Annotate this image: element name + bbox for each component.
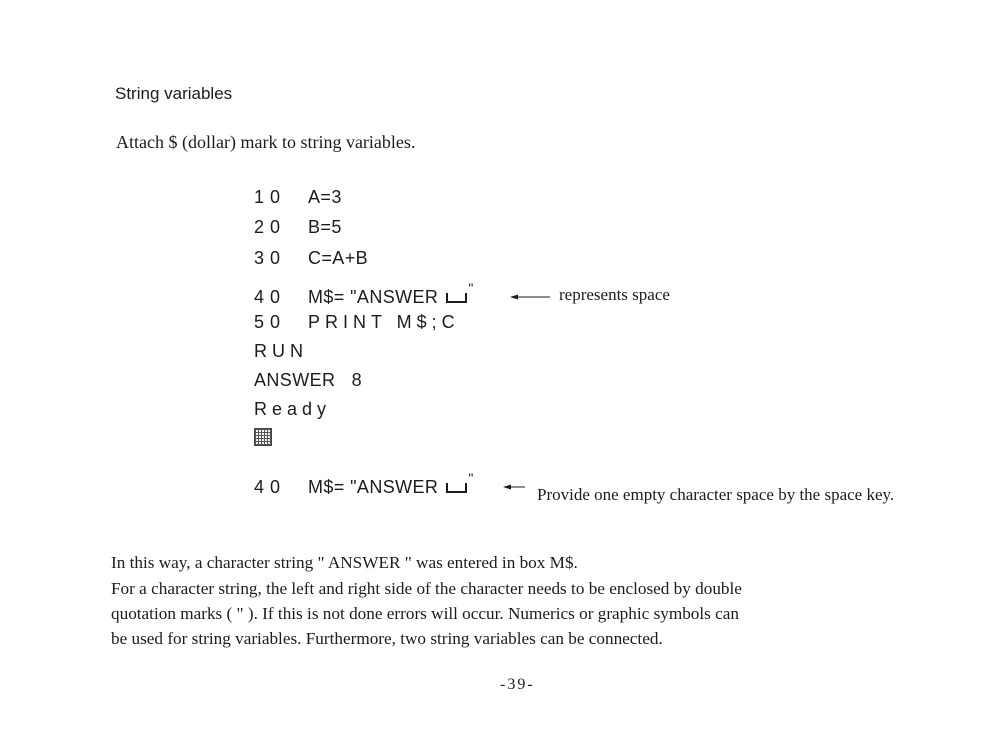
arrow-left-icon — [503, 484, 525, 490]
code-statement: M$= "ANSWER — [308, 477, 439, 497]
program-output — [254, 370, 362, 391]
line-number: 30 — [254, 248, 287, 268]
line-number: 40 — [254, 287, 287, 307]
body-paragraph-line: quotation marks ( " ). If this is not done errors will occur. Numerics or graphic symbols can — [111, 604, 740, 623]
section-title: String variables — [115, 84, 233, 103]
body-paragraph-line: In this way, a character string " ANSWER " was entered in box M$. — [111, 553, 578, 572]
code-line — [254, 187, 342, 208]
code-statement: C=A+B — [308, 248, 369, 268]
code-statement: M$= "ANSWER — [308, 287, 439, 307]
closing-quote-icon: " — [468, 280, 474, 296]
space-symbol-icon — [446, 293, 467, 303]
space-key-annotation: Provide one empty character space by the space key. — [537, 485, 895, 504]
code-line — [254, 280, 474, 308]
output-value: 8 — [351, 370, 363, 390]
arrow-left-icon — [510, 294, 550, 300]
body-paragraph-line: For a character string, the left and right side of the character needs to be enclosed by double — [111, 579, 742, 598]
line-number: 10 — [254, 187, 287, 207]
space-symbol-icon — [446, 483, 467, 493]
code-statement: B=5 — [308, 217, 342, 237]
line-number: 40 — [254, 477, 287, 497]
run-command: RUN — [254, 341, 308, 361]
code-statement: A=3 — [308, 187, 342, 207]
page-number: -39- — [500, 676, 535, 693]
code-line — [254, 217, 342, 238]
closing-quote-icon: " — [468, 470, 474, 486]
ready-prompt: Ready — [254, 399, 332, 419]
code-line — [254, 248, 368, 269]
space-annotation: represents space — [559, 285, 670, 304]
code-line-repeat — [254, 470, 474, 498]
code-statement: PRINT M$;C — [308, 312, 460, 332]
line-number: 20 — [254, 217, 287, 237]
cursor-block-icon — [254, 428, 272, 446]
code-line — [254, 312, 460, 333]
body-paragraph-line: be used for string variables. Furthermore, two string variables can be connected. — [111, 629, 663, 648]
line-number: 50 — [254, 312, 287, 332]
output-label: ANSWER — [254, 370, 336, 390]
intro-text: Attach $ (dollar) mark to string variables. — [116, 132, 416, 152]
